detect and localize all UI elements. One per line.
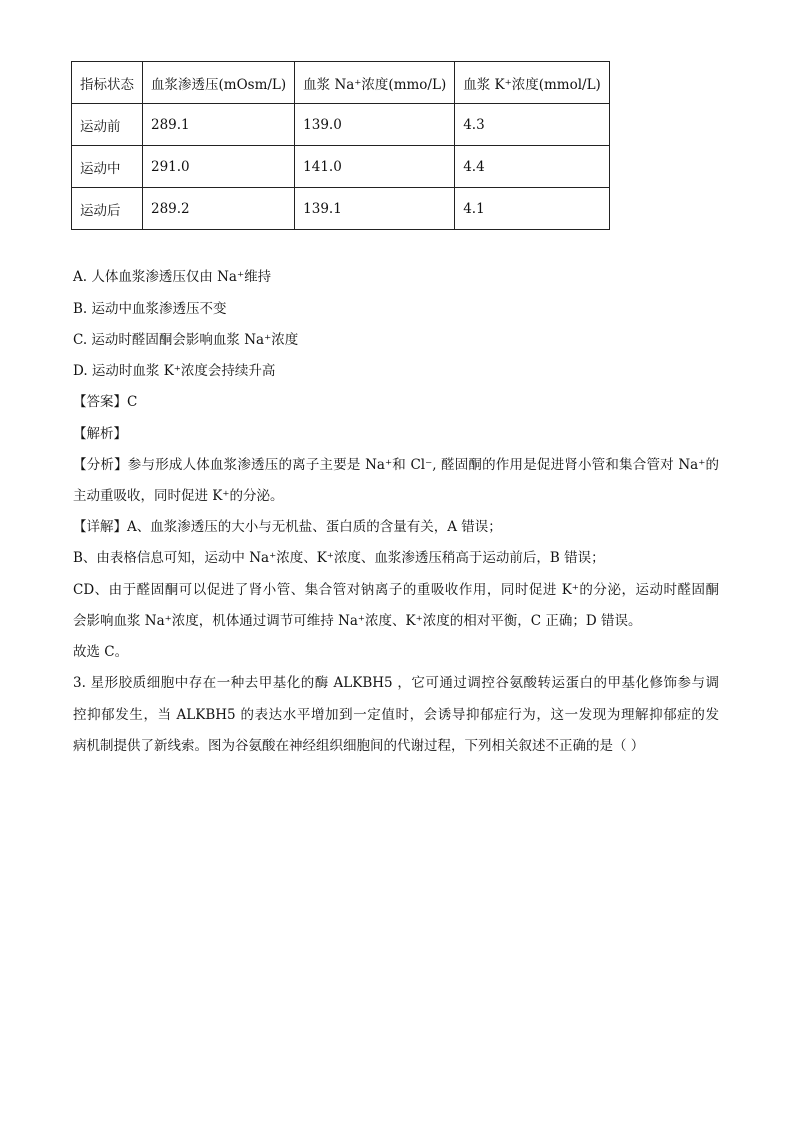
table-header-cell: 血浆 K⁺浓度(mmol/L) [455,62,610,104]
option-a: A. 人体血浆渗透压仅由 Na⁺维持 [73,269,272,285]
table-cell: 139.0 [295,104,455,146]
table-header-row [72,62,610,104]
question3-line-3: 病机制提供了新线索。图为谷氨酸在神经组织细胞间的代谢过程，下列相关叙述不正确的是（ ） [73,738,645,754]
option-d: D. 运动时血浆 K⁺浓度会持续升高 [73,363,276,379]
xiangjie-line-4: 会影响血浆 Na⁺浓度，机体通过调节可维持 Na⁺浓度、K⁺浓度的相对平衡，C 正确；D 错误。 [73,613,642,629]
table-row [72,188,610,230]
table-cell: 139.1 [295,188,455,230]
table-cell: 运动后 [72,188,143,230]
analysis-label: 【解析】 [73,426,127,442]
option-b: B. 运动中血浆渗透压不变 [73,301,227,317]
answer-line [73,392,137,412]
xiangjie-line-2: B、由表格信息可知，运动中 Na⁺浓度、K⁺浓度、血浆渗透压稍高于运动前后，B 错误； [73,550,605,566]
table-cell: 运动中 [72,146,143,188]
table-cell: 运动前 [72,104,143,146]
table-cell: 4.3 [455,104,610,146]
fenxi-label: 【分析】 [73,457,128,473]
question3-line-1: 3. 星形胶质细胞中存在一种去甲基化的酶 ALKBH5 ，它可通过调控谷氨酸转运蛋白的甲基化修饰参与调 [73,675,719,691]
table-row [72,104,610,146]
table-header-cell: 血浆渗透压(mOsm/L) [143,62,295,104]
answer-label: 【答案】 [73,394,127,410]
table-cell: 141.0 [295,146,455,188]
table-cell: 4.1 [455,188,610,230]
fenxi-line-1 [73,455,719,475]
xiangjie-text: A、血浆渗透压的大小与无机盐、蛋白质的含量有关，A 错误； [127,519,502,535]
data-table [71,61,610,230]
xiangjie-label: 【详解】 [73,519,127,535]
fenxi-line-2: 主动重吸收，同时促进 K⁺的分泌。 [73,488,284,504]
fenxi-text: 参与形成人体血浆渗透压的离子主要是 Na⁺和 Cl⁻, 醛固酮的作用是促进肾小管和集合管对 Na⁺的 [127,457,720,473]
table-header-cell: 指标状态 [72,62,143,104]
table-cell: 291.0 [143,146,295,188]
xiangjie-line-3: CD、由于醛固酮可以促进了肾小管、集合管对钠离子的重吸收作用，同时促进 K⁺的分泌，运动时醛固酮 [73,582,719,598]
table-header-cell: 血浆 Na⁺浓度(mmo/L) [295,62,455,104]
answer-value: C [127,394,138,410]
table-row [72,146,610,188]
xiangjie-line-1 [73,517,502,537]
table-cell: 289.1 [143,104,295,146]
option-c: C. 运动时醛固酮会影响血浆 Na⁺浓度 [73,332,299,348]
xiangjie-line-5: 故选 C。 [73,644,129,660]
table-cell: 4.4 [455,146,610,188]
table-cell: 289.2 [143,188,295,230]
question3-line-2: 控抑郁发生，当 ALKBH5 的表达水平增加到一定值时，会诱导抑郁症行为，这一发现为理解抑郁症的发 [73,707,719,723]
